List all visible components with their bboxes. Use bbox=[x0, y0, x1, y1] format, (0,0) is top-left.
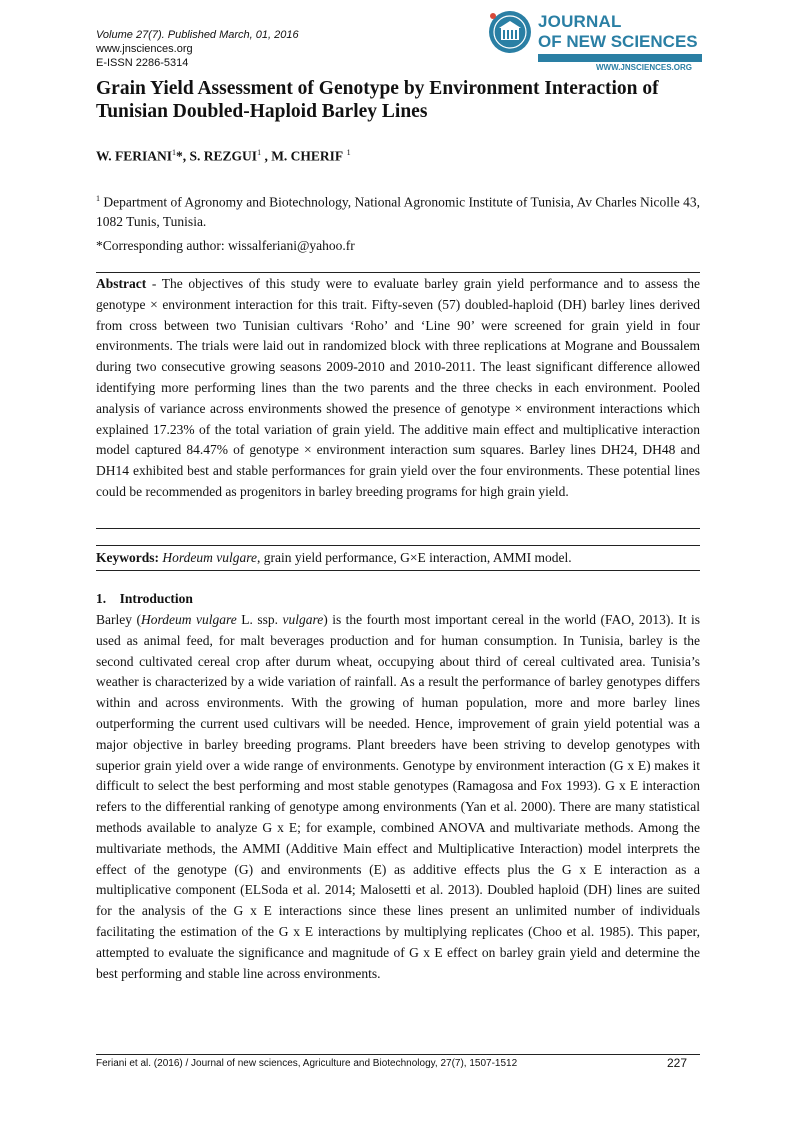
logo-url: WWW.JNSCIENCES.ORG bbox=[596, 63, 693, 72]
author-affil-sup: 1 bbox=[172, 148, 177, 157]
paper-title: Grain Yield Assessment of Genotype by Environment Interaction of Tunisian Doubled-Haploid Barley Lines bbox=[96, 78, 659, 122]
keywords-label: Keywords: bbox=[96, 550, 159, 565]
logo-line-1: JOURNAL bbox=[538, 12, 622, 31]
affiliation bbox=[96, 189, 700, 231]
introduction-paragraph bbox=[96, 610, 700, 984]
corresponding-author: *Corresponding author: wissalferiani@yahoo.fr bbox=[96, 238, 355, 253]
logo-bar bbox=[538, 54, 702, 62]
abstract-label: Abstract bbox=[96, 276, 147, 291]
volume-line: Volume 27(7). Published March, 01, 2016 bbox=[96, 29, 299, 41]
intro-text-rest: ) is the fourth most important cereal in the world (FAO, 2013). It is used as animal feed, for malt beverages production and for human consumption. In Tunisia, barley is the second cultivated cereal crop after durum wheat, occupying about third of cereal cultivated area. Tunisia’s weather is characterized by a wide variation of rainfall. As a result the performance of barley genotypes differs within and across environments. With the growing of human population, more and more barley lines outperforming the current used cultivars will be needed. Hence, improvement of grain yield potential was a major objective in barley breeding programs. Plant breeders have been striving to develop genotypes with superior grain yield over a wide range of environments. Genotype by environment interaction (G x E) makes it difficult to select the best performing and most stable genotypes (Ramagosa and Fox 1993). G x E interaction refers to the differential ranking of genotype among environments (Yan et al. 2000). There are many statistical methods available to analyze G x E; for example, combined ANOVA and multivariate methods. Among the multivariate methods, the AMMI (Additive Main effect and Multiplicative Interaction) model interprets the effect of the genotype (G) and environments (E) as additive effects plus the G x E interaction as a multiplicative component (ELSoda et al. 2014; Malosetti et al. 2013). Doubled haploid (DH) lines are suited for the analysis of the G x E interactions since these lines present an unlimited number of individuals facilitating the estimation of the G x E interactions by multiplying replicates (Choo et al. 1985). This paper, attempted to evaluate the significance and magnitude of G x E effect on barley grain yield and determine the best performing and stable line across environments. bbox=[96, 612, 701, 981]
author-name: M. CHERIF bbox=[271, 148, 344, 164]
page-number: 227 bbox=[667, 1056, 688, 1070]
abstract bbox=[96, 274, 700, 503]
affiliation-text: Department of Agronomy and Biotechnology, National Agronomic Institute of Tunisia, Av Charles Nicolle 43, 1082 Tunis, Tunisia. bbox=[96, 194, 701, 229]
affiliation-sup: 1 bbox=[96, 194, 100, 203]
logo-line-2: OF NEW SCIENCES bbox=[538, 32, 698, 51]
intro-text-mid: L. ssp. bbox=[236, 612, 283, 627]
keywords-species: Hordeum vulgare bbox=[162, 550, 257, 565]
author-separator: , bbox=[261, 148, 272, 164]
author-affil-sup: 1 bbox=[257, 148, 262, 157]
author-name: W. FERIANI bbox=[96, 148, 173, 164]
journal-header-info bbox=[96, 28, 299, 70]
issn-line: E-ISSN 2286-5314 bbox=[96, 57, 189, 69]
keywords-rest: , grain yield performance, G×E interaction, AMMI model. bbox=[256, 550, 572, 565]
intro-text-start: Barley ( bbox=[96, 612, 141, 627]
journal-emblem-icon bbox=[488, 10, 532, 54]
journal-logo bbox=[488, 10, 704, 72]
footer-citation: Feriani et al. (2016) / Journal of new sciences, Agriculture and Biotechnology, 27(7), 1507-1512 bbox=[96, 1058, 518, 1069]
intro-subspecies-name: vulgare bbox=[282, 612, 324, 627]
author-list bbox=[96, 148, 351, 165]
website-line: www.jnsciences.org bbox=[96, 43, 193, 55]
keywords-top-rule bbox=[96, 545, 700, 546]
abstract-bottom-rule bbox=[96, 528, 700, 529]
keywords-bottom-rule bbox=[96, 570, 700, 571]
abstract-top-rule bbox=[96, 272, 700, 273]
section-heading-introduction: 1. Introduction bbox=[96, 591, 193, 606]
footer-rule bbox=[96, 1054, 700, 1055]
keywords bbox=[96, 550, 572, 566]
author-affil-sup: 1 bbox=[346, 148, 351, 157]
author-separator: *, bbox=[176, 148, 190, 164]
author-name: S. REZGUI bbox=[189, 148, 258, 164]
intro-species-name: Hordeum vulgare bbox=[140, 612, 237, 627]
abstract-text: - The objectives of this study were to evaluate barley grain yield performance and to assess the genotype × environment interaction for this trait. Fifty-seven (57) doubled-haploid (DH) barley lines derived from cross between two Tunisian cultivars ‘Roho’ and ‘Line 90’ were screened for grain yield in four environments. The trials were laid out in randomized block with three replications at Mograne and Boussalem during two consecutive growing seasons 2009-2010 and 2010-2011. The least significant difference allowed identifying more performing lines than the two parents and the three checks in each environment. Pooled analysis of variance across environments showed the presence of genotype × environment interactions which explained 17.23% of the total variation of grain yield. The additive main effect and multiplicative interaction model captured 84.47% of genotype × environment interaction sum squares. Barley lines DH24, DH48 and DH14 exhibited best and stable performances for grain yield over the four environments. These potential lines could be recommended as progenitors in barley breeding programs for high grain yield. bbox=[96, 276, 700, 499]
